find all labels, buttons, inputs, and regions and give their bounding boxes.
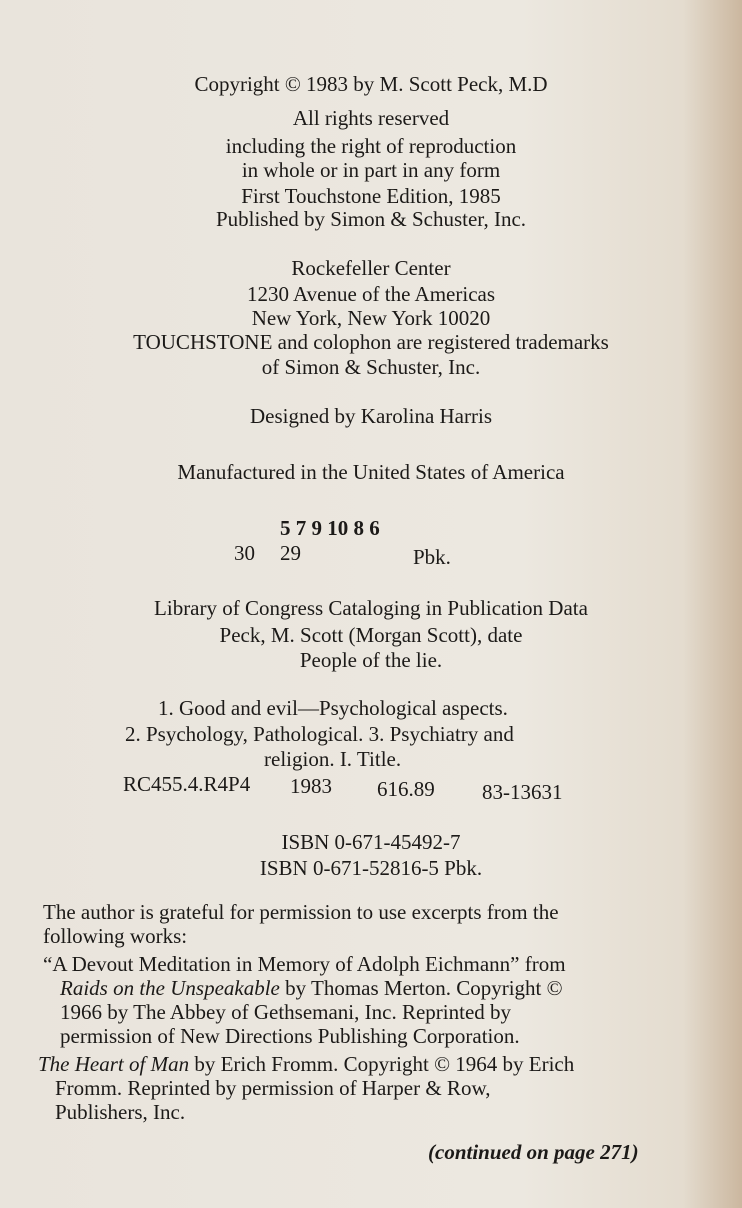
isbn-hardcover: ISBN 0-671-45492-7 [281, 830, 461, 854]
printing-numbers: 5 7 9 10 8 6 [280, 516, 380, 540]
excerpt-book-title: Raids on the Unspeakable [60, 976, 280, 1000]
excerpt-line: 1966 by The Abbey of Gethsemani, Inc. Reprinted by [60, 1000, 512, 1024]
cip-author: Peck, M. Scott (Morgan Scott), date [219, 623, 523, 647]
cip-year: 1983 [290, 774, 332, 798]
cip-heading: Library of Congress Cataloging in Publication Data [154, 596, 588, 620]
excerpt-line [38, 1052, 633, 1076]
binding-label: Pbk. [413, 545, 451, 569]
cip-title: People of the lie. [299, 648, 443, 672]
address-line: 1230 Avenue of the Americas [246, 282, 496, 306]
continued-note: (continued on page 271) [428, 1140, 639, 1164]
cip-subject: religion. I. Title. [264, 747, 402, 771]
cip-subject: 2. Psychology, Pathological. 3. Psychiatry and [125, 722, 514, 746]
manufactured-line: Manufactured in the United States of America [177, 460, 565, 484]
address-line: Rockefeller Center [291, 256, 451, 280]
printing-number: 30 [234, 541, 255, 565]
excerpt-entry [43, 952, 633, 1048]
excerpt-line [43, 976, 633, 1000]
cip-lc-class: RC455.4.R4P4 [123, 772, 251, 796]
excerpt-credit: by Thomas Merton. Copyright © [279, 976, 563, 1000]
rights-line: All rights reserved [292, 106, 450, 130]
address-line: New York, New York 10020 [251, 306, 491, 330]
permissions-block [43, 900, 633, 948]
excerpt-credit: by Erich Fromm. Copyright © 1964 by Erich [189, 1052, 575, 1076]
edition-line: First Touchstone Edition, 1985 [241, 184, 501, 208]
excerpt-line: Fromm. Reprinted by permission of Harper & Row, [55, 1076, 491, 1100]
printing-number: 29 [280, 541, 301, 565]
excerpt-book-title: The Heart of Man [38, 1052, 190, 1076]
reproduction-line: including the right of reproduction [225, 134, 517, 158]
excerpt-line: Publishers, Inc. [55, 1100, 186, 1124]
excerpt-line: “A Devout Meditation in Memory of Adolph Eichmann” from [43, 952, 566, 976]
permissions-intro: following works: [43, 924, 188, 948]
copyright-line: Copyright © 1983 by M. Scott Peck, M.D [194, 72, 548, 96]
permissions-intro: The author is grateful for permission to use excerpts from the [43, 900, 559, 924]
designer-line: Designed by Karolina Harris [249, 404, 492, 428]
isbn-paperback: ISBN 0-671-52816-5 Pbk. [259, 856, 483, 880]
excerpt-line: permission of New Directions Publishing Corporation. [60, 1024, 520, 1048]
cip-subject: 1. Good and evil—Psychological aspects. [158, 696, 508, 720]
excerpt-entry [38, 1052, 633, 1124]
cip-lccn: 83-13631 [482, 780, 563, 804]
cip-dewey: 616.89 [377, 777, 435, 801]
whole-part-line: in whole or in part in any form [241, 158, 501, 182]
trademark-owner-line: of Simon & Schuster, Inc. [261, 355, 481, 379]
trademark-line: TOUCHSTONE and colophon are registered trademarks [133, 330, 609, 354]
publisher-line: Published by Simon & Schuster, Inc. [215, 207, 527, 231]
